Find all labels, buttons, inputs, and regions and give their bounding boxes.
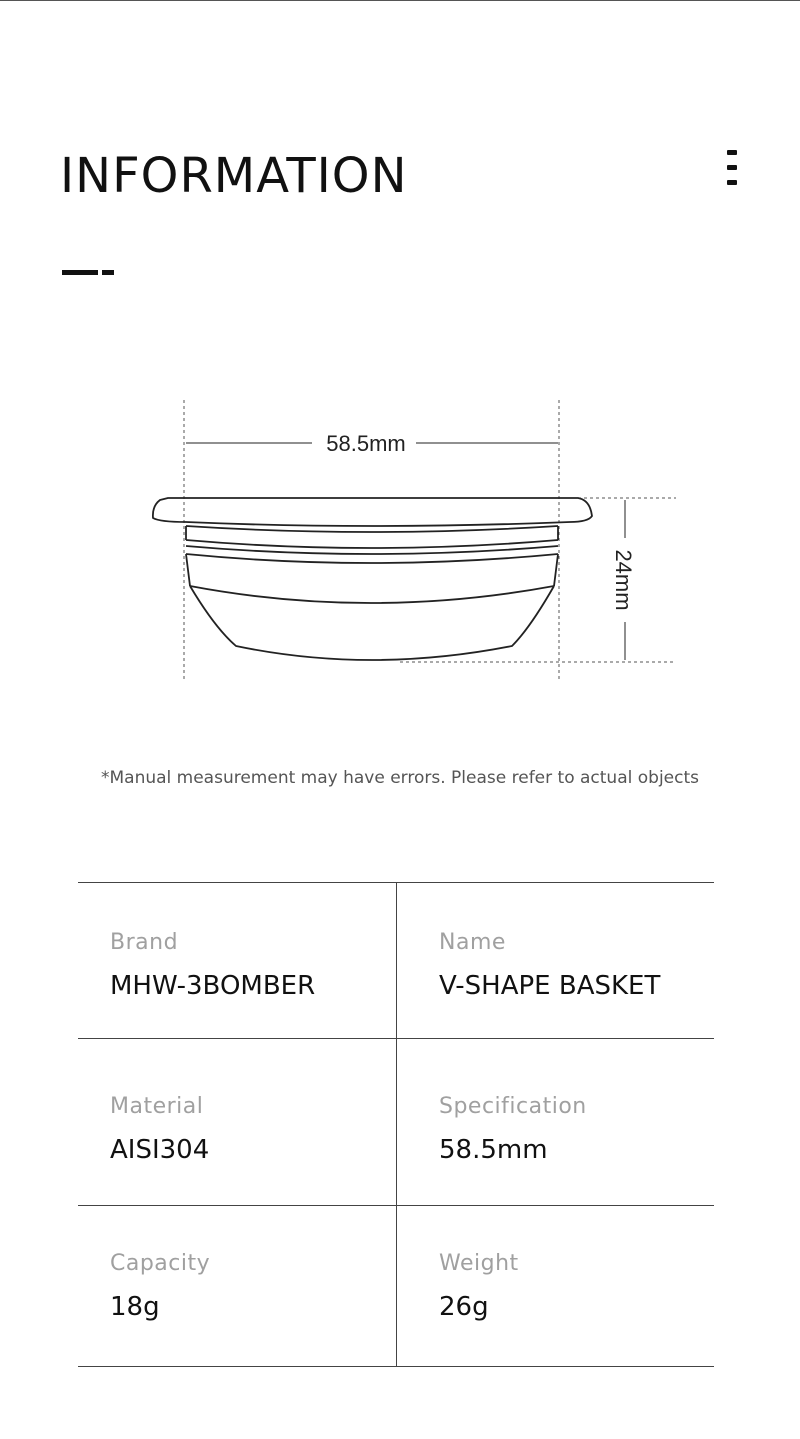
height-dimension-label: 24mm <box>611 549 636 611</box>
spec-value: V-SHAPE BASKET <box>439 971 661 1001</box>
basket-dimension-diagram <box>0 380 800 700</box>
spec-label: Material <box>110 1094 204 1119</box>
spec-cell-weight <box>396 1206 714 1366</box>
spec-table <box>78 882 714 1367</box>
title-accent-line <box>62 270 114 276</box>
spec-cell-material <box>78 1039 396 1205</box>
more-vertical-icon[interactable] <box>724 150 740 192</box>
spec-value: 18g <box>110 1292 160 1322</box>
spec-label: Name <box>439 930 506 955</box>
top-divider <box>0 0 800 1</box>
width-dimension-label: 58.5mm <box>326 431 406 456</box>
spec-value: AISI304 <box>110 1135 210 1165</box>
spec-label: Brand <box>110 930 179 955</box>
spec-value: MHW-3BOMBER <box>110 971 316 1001</box>
spec-value: 26g <box>439 1292 489 1322</box>
spec-label: Specification <box>439 1094 587 1119</box>
measurement-note: *Manual measurement may have errors. Please refer to actual objects <box>100 768 699 788</box>
spec-cell-brand <box>78 883 396 1038</box>
spec-row <box>78 883 714 1039</box>
spec-cell-name <box>396 883 714 1038</box>
spec-label: Capacity <box>110 1251 211 1276</box>
spec-cell-specification <box>396 1039 714 1205</box>
spec-value: 58.5mm <box>439 1135 548 1165</box>
page-title: INFORMATION <box>60 148 408 204</box>
spec-label: Weight <box>439 1251 519 1276</box>
spec-row <box>78 1206 714 1367</box>
spec-row <box>78 1039 714 1206</box>
spec-cell-capacity <box>78 1206 396 1366</box>
